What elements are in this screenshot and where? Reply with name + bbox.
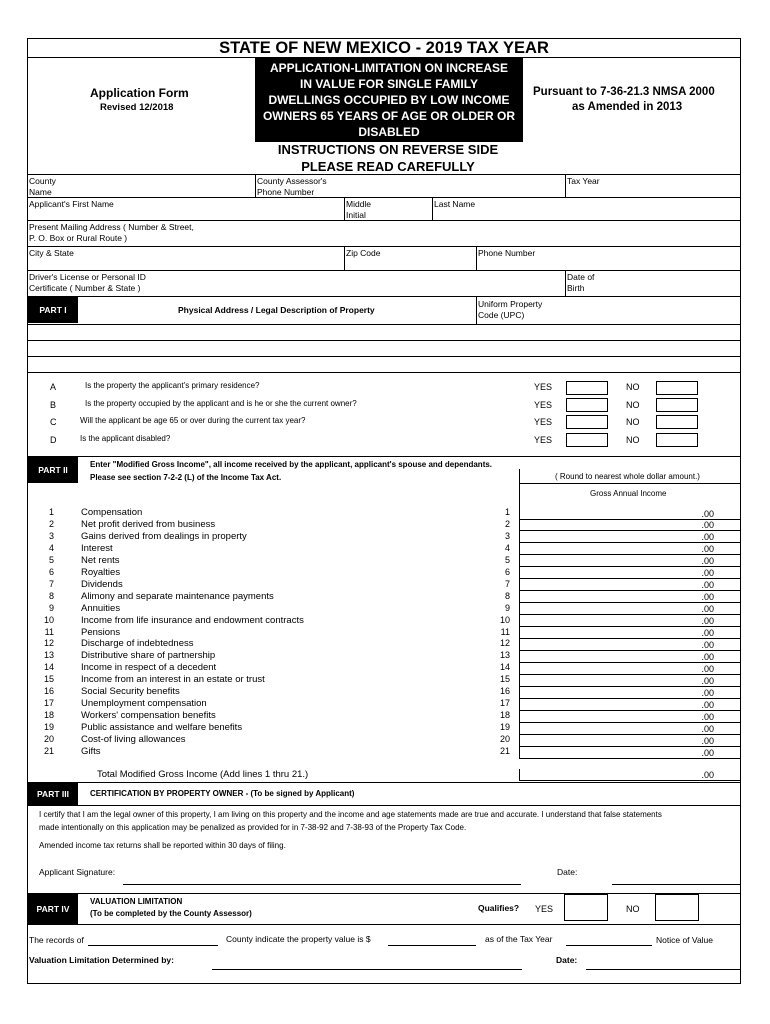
income-item-label: Income from life insurance and endowment contracts xyxy=(81,614,304,626)
divider xyxy=(27,805,741,806)
income-item-label: Public assistance and welfare benefits xyxy=(81,722,243,734)
divider xyxy=(255,174,256,197)
drivers-license-field[interactable]: Driver's License or Personal ID Certificate ( Number & State ) xyxy=(29,272,146,293)
question-text: Is the property the applicant's primary residence? xyxy=(85,381,260,390)
divider xyxy=(27,782,741,783)
date-line[interactable] xyxy=(586,969,740,970)
tax-year-field[interactable]: Tax Year xyxy=(567,176,600,186)
question-letter: C xyxy=(50,417,57,427)
line-number: 7 xyxy=(48,578,54,589)
no-label: NO xyxy=(626,904,640,914)
phone-number-field[interactable]: Phone Number xyxy=(478,248,536,258)
date-line[interactable] xyxy=(612,884,740,885)
divider xyxy=(476,246,477,270)
income-item-label: Net profit derived from business xyxy=(81,518,216,530)
line-number: 13 xyxy=(43,650,54,661)
line-number: 5 xyxy=(48,554,54,565)
signature-label: Applicant Signature: xyxy=(39,867,116,877)
no-checkbox[interactable] xyxy=(656,398,698,412)
income-item-label: Social Security benefits xyxy=(81,686,180,698)
title-line: DWELLINGS OCCUPIED BY LOW INCOME xyxy=(268,93,510,107)
county-name-line[interactable] xyxy=(88,945,218,946)
line-number: 3 xyxy=(504,530,510,541)
question-letter: D xyxy=(50,435,57,445)
part-ii-tag: PART II xyxy=(28,457,78,483)
line-number: 6 xyxy=(504,566,510,577)
first-name-field[interactable]: Applicant's First Name xyxy=(29,199,114,209)
assessor-phone-field[interactable]: County Assessor's Phone Number xyxy=(257,176,327,197)
no-checkbox[interactable] xyxy=(656,415,698,429)
income-amount-field[interactable]: .00 xyxy=(519,747,740,759)
total-income-label: Total Modified Gross Income (Add lines 1 thru 21.) xyxy=(97,769,309,780)
revised-date: Revised 12/2018 xyxy=(100,102,174,113)
question-text: Is the property occupied by the applicant and is he or she the current owner? xyxy=(85,399,357,408)
no-checkbox[interactable] xyxy=(656,381,698,395)
line-number: 15 xyxy=(499,674,510,685)
income-item-label: Compensation xyxy=(81,507,143,518)
line-number: 18 xyxy=(43,710,54,721)
income-amount-field[interactable]: .00 xyxy=(519,663,740,675)
part-ii-subheading: Please see section 7-2-2 (L) of the Income Tax Act. xyxy=(90,473,282,482)
income-item-label: Interest xyxy=(81,542,113,554)
line-number: 2 xyxy=(48,518,54,529)
instructions-line: PLEASE READ CAREFULLY xyxy=(301,159,475,174)
question-text: Will the applicant be age 65 or over during the current tax year? xyxy=(80,416,306,425)
line-number: 14 xyxy=(499,662,510,673)
city-state-field[interactable]: City & State xyxy=(29,248,74,258)
income-item-label: Income from an interest in an estate or trust xyxy=(81,674,265,686)
divider xyxy=(519,469,520,509)
divider xyxy=(27,220,741,221)
part-iv-tag: PART IV xyxy=(28,894,78,924)
yes-checkbox[interactable] xyxy=(566,398,608,412)
divider xyxy=(519,483,740,484)
yes-label: YES xyxy=(534,382,553,392)
income-item-label: Workers' compensation benefits xyxy=(81,710,216,722)
middle-initial-field[interactable]: Middle Initial xyxy=(346,199,372,220)
line-number: 21 xyxy=(43,746,54,756)
income-item-label: Cost-of living allowances xyxy=(81,734,186,746)
line-number: 11 xyxy=(44,626,54,637)
income-amount-field[interactable]: .00 xyxy=(519,579,740,591)
amended-note: Amended income tax returns shall be reported within 30 days of filing. xyxy=(39,841,286,850)
line-number: 10 xyxy=(43,614,54,625)
title-line: DISABLED xyxy=(358,125,420,139)
notice-of-value-label: Notice of Value xyxy=(656,935,714,945)
income-item-label: Distributive share of partnership xyxy=(81,650,216,662)
property-address-line[interactable] xyxy=(27,356,741,357)
income-item-label: Discharge of indebtedness xyxy=(81,638,194,650)
question-text: Is the applicant disabled? xyxy=(80,434,171,443)
question-letter: B xyxy=(50,400,57,410)
line-number: 16 xyxy=(499,686,510,697)
divider xyxy=(344,197,345,220)
income-amount-field[interactable]: .00 xyxy=(519,651,740,663)
line-number: 15 xyxy=(43,674,54,685)
line-number: 4 xyxy=(504,542,510,553)
income-amount-field[interactable]: .00 xyxy=(519,711,740,723)
mailing-address-field[interactable]: Present Mailing Address ( Number & Street, P. O. Box or Rural Route ) xyxy=(29,222,194,243)
date-label: Date: xyxy=(556,955,578,965)
divider xyxy=(27,270,741,271)
last-name-field[interactable]: Last Name xyxy=(434,199,476,209)
line-number: 16 xyxy=(43,686,54,697)
income-amount-field[interactable]: .00 xyxy=(519,508,740,520)
income-amount-field[interactable]: .00 xyxy=(519,675,740,687)
part-iii-tag: PART III xyxy=(28,783,78,805)
income-amount-field[interactable]: .00 xyxy=(519,567,740,579)
certification-text: I certify that I am the legal owner of this property, I am living on this property and the income and age statements made are true and accurate. I understand that false statements xyxy=(39,810,662,819)
line-number: 21 xyxy=(499,746,510,756)
line-number: 20 xyxy=(43,734,54,745)
income-amount-field[interactable]: .00 xyxy=(519,555,740,567)
line-number: 10 xyxy=(499,614,510,625)
county-name-field[interactable]: County Name xyxy=(29,176,56,197)
divider xyxy=(476,296,477,324)
signature-line[interactable] xyxy=(123,884,521,885)
property-address-line[interactable] xyxy=(27,340,741,341)
line-number: 20 xyxy=(499,734,510,745)
income-item-label: Unemployment compensation xyxy=(81,698,207,710)
divider xyxy=(27,174,741,175)
yes-checkbox[interactable] xyxy=(566,433,608,447)
line-number: 17 xyxy=(43,698,54,709)
line-number: 1 xyxy=(504,507,510,517)
application-title xyxy=(255,58,523,142)
yes-label: YES xyxy=(534,417,553,427)
line-number: 9 xyxy=(504,602,510,613)
form-name: Application Form xyxy=(90,86,189,100)
as-of-label: as of the Tax Year xyxy=(485,934,553,944)
line-number: 1 xyxy=(48,507,54,517)
divider xyxy=(565,270,566,296)
title-line: OWNERS 65 YEARS OF AGE OR OLDER OR xyxy=(262,109,516,123)
divider xyxy=(27,324,741,325)
no-label: NO xyxy=(626,400,640,410)
county-indicate-label: County indicate the property value is $ xyxy=(226,934,371,944)
line-number: 7 xyxy=(504,578,510,589)
line-number: 9 xyxy=(48,602,54,613)
line-number: 12 xyxy=(43,638,54,649)
income-item-label: Royalties xyxy=(81,566,121,578)
yes-checkbox[interactable] xyxy=(566,381,608,395)
divider xyxy=(27,296,741,297)
yes-label: YES xyxy=(534,435,553,445)
line-number: 3 xyxy=(48,530,54,541)
income-amount-field[interactable]: .00 xyxy=(519,699,740,711)
line-number: 6 xyxy=(48,566,54,577)
line-number: 8 xyxy=(504,590,510,601)
page-title: STATE OF NEW MEXICO - 2019 TAX YEAR xyxy=(219,39,549,57)
divider xyxy=(27,456,741,457)
line-number: 14 xyxy=(43,662,54,673)
line-number: 2 xyxy=(504,518,510,529)
qualifies-yes-box[interactable] xyxy=(564,894,608,921)
income-item-label: Annuities xyxy=(81,602,121,614)
income-item-label: Gains derived from dealings in property xyxy=(81,530,247,542)
yes-label: YES xyxy=(534,400,553,410)
income-amount-field[interactable]: .00 xyxy=(519,639,740,651)
income-amount-field[interactable]: .00 xyxy=(519,627,740,639)
part-iv-subheading: (To be completed by the County Assessor) xyxy=(90,909,252,918)
divider xyxy=(27,197,741,198)
line-number: 5 xyxy=(504,554,510,565)
qualifies-no-box[interactable] xyxy=(655,894,699,921)
income-item-label: Income in respect of a decedent xyxy=(81,662,217,674)
statute-reference: Pursuant to 7-36-21.3 NMSA 2000 xyxy=(533,86,715,98)
line-number: 18 xyxy=(499,710,510,721)
line-number: 4 xyxy=(48,542,54,553)
income-item-label: Alimony and separate maintenance payments xyxy=(81,590,274,602)
total-income-field[interactable]: .00 xyxy=(519,769,740,781)
title-line: APPLICATION-LIMITATION ON INCREASE xyxy=(270,61,508,75)
divider xyxy=(27,924,741,925)
no-checkbox[interactable] xyxy=(656,433,698,447)
instructions-note xyxy=(262,141,514,175)
date-of-birth-field[interactable]: Date of Birth xyxy=(567,272,595,293)
part-iii-heading: CERTIFICATION BY PROPERTY OWNER - (To be signed by Applicant) xyxy=(90,789,355,798)
round-note: ( Round to nearest whole dollar amount.) xyxy=(555,472,700,481)
line-number: 19 xyxy=(43,722,54,733)
zip-code-field[interactable]: Zip Code xyxy=(346,248,381,258)
line-number: 11 xyxy=(500,626,510,637)
income-amount-field[interactable]: .00 xyxy=(519,591,740,603)
date-label: Date: xyxy=(557,867,578,877)
question-letter: A xyxy=(50,382,57,392)
income-amount-field[interactable]: .00 xyxy=(519,687,740,699)
income-amount-field[interactable]: .00 xyxy=(519,723,740,735)
divider xyxy=(432,197,433,220)
line-number: 13 xyxy=(499,650,510,661)
divider xyxy=(27,246,741,247)
no-label: NO xyxy=(626,417,640,427)
line-number: 19 xyxy=(499,722,510,733)
no-label: NO xyxy=(626,382,640,392)
statute-amendment: as Amended in 2013 xyxy=(572,101,683,113)
determined-by-label: Valuation Limitation Determined by: xyxy=(29,955,174,965)
yes-checkbox[interactable] xyxy=(566,415,608,429)
income-item-label: Dividends xyxy=(81,578,123,590)
line-number: 17 xyxy=(499,698,510,709)
income-amount-field[interactable]: .00 xyxy=(519,735,740,747)
divider xyxy=(27,893,741,894)
part-i-tag: PART I xyxy=(28,297,78,323)
upc-field[interactable]: Uniform Property Code (UPC) xyxy=(478,299,543,320)
records-of-label: The records of xyxy=(29,935,84,945)
income-item-label: Gifts xyxy=(81,746,101,757)
line-number: 12 xyxy=(499,638,510,649)
yes-label: YES xyxy=(535,904,554,914)
income-item-label: Net rents xyxy=(81,554,120,566)
divider xyxy=(565,174,566,197)
part-i-heading: Physical Address / Legal Description of Property xyxy=(178,305,375,315)
income-amount-field[interactable]: .00 xyxy=(519,543,740,555)
income-amount-field[interactable]: .00 xyxy=(519,603,740,615)
line-number: 8 xyxy=(48,590,54,601)
income-amount-field[interactable]: .00 xyxy=(519,519,740,531)
qualifies-label: Qualifies? xyxy=(478,903,520,913)
certification-text: made intentionally on this application may be penalized as provided for in 7-38-92 and 7-38-93 of the Property Tax Code. xyxy=(39,823,467,832)
part-iv-heading: VALUATION LIMITATION xyxy=(90,897,183,906)
divider xyxy=(27,372,741,373)
determined-by-line[interactable] xyxy=(212,969,522,970)
no-label: NO xyxy=(626,435,640,445)
income-amount-field[interactable]: .00 xyxy=(519,531,740,543)
instructions-line: INSTRUCTIONS ON REVERSE SIDE xyxy=(277,142,499,157)
income-amount-field[interactable]: .00 xyxy=(519,615,740,627)
part-ii-heading: Enter "Modified Gross Income", all income received by the applicant, applicant's spouse and dependants. xyxy=(90,460,493,469)
income-item-label: Pensions xyxy=(81,626,121,638)
divider xyxy=(344,246,345,270)
property-value-line[interactable] xyxy=(388,945,476,946)
income-column-header: Gross Annual Income xyxy=(590,489,667,498)
title-line: IN VALUE FOR SINGLE FAMILY xyxy=(299,77,478,91)
tax-year-line[interactable] xyxy=(566,945,652,946)
